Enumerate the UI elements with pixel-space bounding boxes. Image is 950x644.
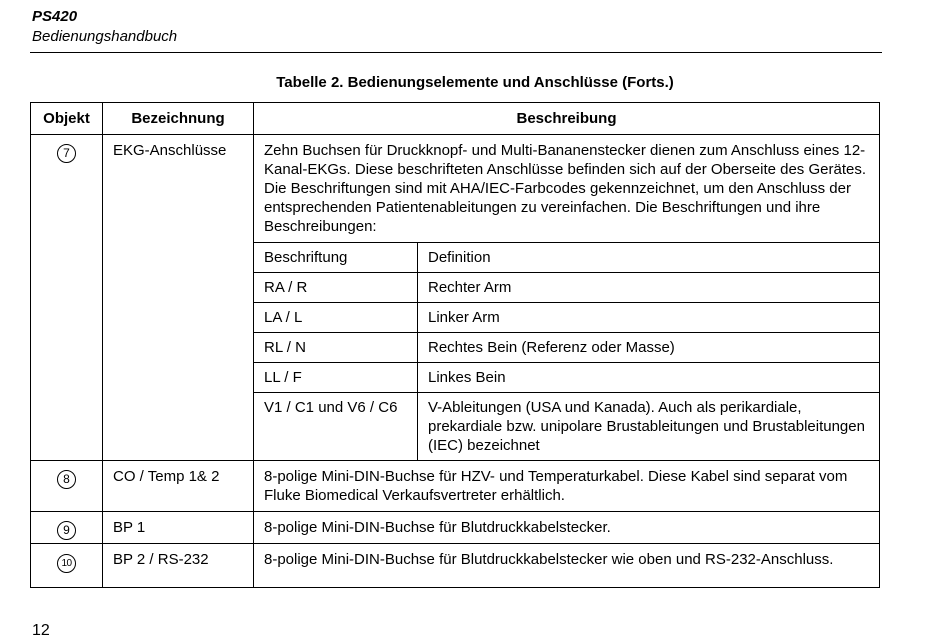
subtable-row	[254, 393, 879, 461]
lead-definition: Linker Arm	[418, 303, 880, 333]
designation-cell: BP 1	[103, 512, 254, 544]
object-number-cell	[31, 461, 103, 512]
lead-definition: V-Ableitungen (USA und Kanada). Auch als perikardiale, prekardiale bzw. unipolare Brustableitungen und Brustableitungen (IEC) bezeichnet	[418, 393, 880, 461]
circled-number-9: 9	[57, 521, 76, 540]
designation-cell: BP 2 / RS-232	[103, 544, 254, 588]
header-divider	[30, 52, 882, 53]
description-text: 8-polige Mini-DIN-Buchse für Blutdruckkabelstecker wie oben und RS-232-Anschluss.	[264, 551, 834, 568]
description-text: 8-polige Mini-DIN-Buchse für HZV- und Temperaturkabel. Diese Kabel sind separat vom Fluke Biomedical Verkaufsvertreter erhältlich.	[264, 468, 848, 504]
lead-definition: Linkes Bein	[418, 363, 880, 393]
header-objekt: Objekt	[31, 103, 103, 135]
lead-label-subtable	[254, 242, 879, 460]
designation-cell: EKG-Anschlüsse	[103, 135, 254, 461]
subtable-row	[254, 303, 879, 333]
object-number-cell	[31, 135, 103, 461]
lead-label: V1 / C1 und V6 / C6	[254, 393, 418, 461]
description-text: 8-polige Mini-DIN-Buchse für Blutdruckkabelstecker.	[264, 519, 611, 536]
subtable-header-definition: Definition	[418, 243, 880, 273]
subtable-header-label: Beschriftung	[254, 243, 418, 273]
lead-definition: Rechtes Bein (Referenz oder Masse)	[418, 333, 880, 363]
description-cell	[254, 544, 880, 588]
circled-number-10: 10	[57, 554, 76, 573]
circled-number-8: 8	[57, 470, 76, 489]
lead-label: LL / F	[254, 363, 418, 393]
table-row	[31, 544, 880, 588]
table-caption: Tabelle 2. Bedienungselemente und Anschlüsse (Forts.)	[276, 74, 674, 91]
table-row	[31, 461, 880, 512]
table-row	[31, 135, 880, 461]
description-text: Zehn Buchsen für Druckknopf- und Multi-Bananenstecker dienen zum Anschluss eines 12-Kanal-EKGs. Diese beschrifteten Anschlüsse befinden sich auf der Oberseite des Gerätes. Die Beschriftungen sind mit AHA/IEC-Farbcodes gekennzeichnet, um den Anschluss der entsprechenden Patientenableitungen zu vereinfachen. Die Beschriftungen und ihre Beschreibungen:	[264, 142, 866, 235]
description-cell	[254, 512, 880, 544]
controls-table	[30, 102, 880, 588]
document-title: PS420	[32, 8, 78, 25]
designation-cell: CO / Temp 1& 2	[103, 461, 254, 512]
subtable-row	[254, 363, 879, 393]
lead-label: RA / R	[254, 273, 418, 303]
description-cell	[254, 461, 880, 512]
circled-number-7: 7	[57, 144, 76, 163]
table-header-row	[31, 103, 880, 135]
lead-definition: Rechter Arm	[418, 273, 880, 303]
table-row	[31, 512, 880, 544]
description-cell	[254, 135, 880, 461]
header-beschreibung: Beschreibung	[254, 103, 880, 135]
subtable-row	[254, 273, 879, 303]
subtable-row	[254, 333, 879, 363]
subtable-header-row	[254, 243, 879, 273]
header-bezeichnung: Bezeichnung	[103, 103, 254, 135]
lead-label: RL / N	[254, 333, 418, 363]
object-number-cell	[31, 512, 103, 544]
page-number: 12	[32, 622, 50, 639]
document-subtitle: Bedienungshandbuch	[32, 28, 178, 45]
lead-label: LA / L	[254, 303, 418, 333]
object-number-cell	[31, 544, 103, 588]
